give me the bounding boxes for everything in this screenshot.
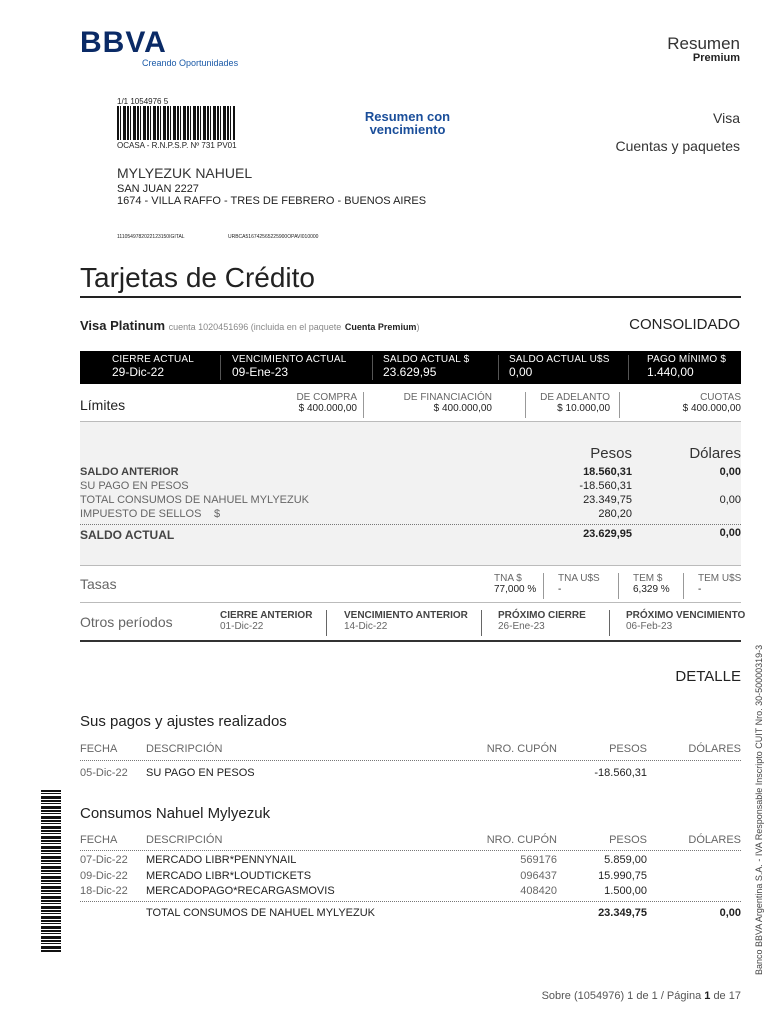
mailing-ref1: 1110549782022123150IGITAL [117, 234, 185, 240]
periods-title: Otros períodos [80, 614, 173, 630]
saldo-actual-label: SALDO ACTUAL [80, 528, 175, 542]
recipient-address1: SAN JUAN 2227 [117, 183, 199, 195]
summary-saldo-pesos: SALDO ACTUAL $ 23.629,95 [383, 354, 470, 379]
limit-financiacion: DE FINANCIACIÓN $ 400.000,00 [403, 392, 492, 414]
mailing-ref2: URBCA516742565225900OPAVI010000 [228, 234, 319, 240]
limit-cuotas: CUOTAS $ 400.000,00 [682, 392, 741, 414]
dotted-divider [80, 760, 741, 761]
dotted-divider [80, 850, 741, 851]
side-barcode [41, 790, 61, 953]
card-line [80, 318, 419, 333]
balance-row-pesos: -18.560,31 [579, 480, 632, 492]
balance-row-currency: $ [214, 508, 221, 520]
rate-tem-pesos: TEM $ 6,329 % [633, 573, 670, 595]
period-proximo-cierre: PRÓXIMO CIERRE 26-Ene-23 [498, 610, 586, 632]
mailing-code-top: 1/1 1054976 5 [117, 97, 169, 106]
col-pesos: PESOS [609, 834, 647, 846]
balance-row-label: TOTAL CONSUMOS DE NAHUEL MYLYEZUK [80, 494, 310, 506]
mailing-barcode [117, 106, 235, 140]
header-package: Cuentas y paquetes [615, 138, 740, 154]
title-rule [80, 296, 741, 298]
table-row-fecha: 09-Dic-22 [80, 870, 128, 882]
header-center: Resumen con vencimiento [364, 109, 451, 137]
header-subtitle: Premium [692, 52, 740, 64]
rates-divider [80, 602, 741, 603]
saldo-actual-dolares: 0,00 [719, 527, 741, 539]
table-row-pesos: -18.560,31 [594, 767, 647, 779]
consolidated-label: CONSOLIDADO [629, 316, 740, 333]
limit-adelanto: DE ADELANTO $ 10.000,00 [540, 392, 610, 414]
col-fecha: FECHA [80, 834, 118, 846]
col-dolares: Dólares [689, 445, 741, 462]
summary-vencimiento: VENCIMIENTO ACTUAL 09-Ene-23 [232, 354, 347, 379]
logo-tagline: Creando Oportunidades [142, 58, 239, 68]
col-descripcion: DESCRIPCIÓN [146, 743, 223, 755]
summary-saldo-dolares: SALDO ACTUAL U$S 0,00 [509, 354, 610, 379]
col-dolares: DÓLARES [688, 834, 741, 846]
legal-side-text: Banco BBVA Argentina S.A. - IVA Responsable Inscripto CUIT Nro. 30-50000319-3 [754, 644, 764, 975]
col-cupon: NRO. CUPÓN [486, 834, 557, 846]
table-row-pesos: 5.859,00 [604, 854, 647, 866]
mailing-code-bottom: OCASA - R.N.P.S.P. Nº 731 PV01 [117, 141, 237, 150]
table-row-fecha: 18-Dic-22 [80, 885, 128, 897]
rate-tna-pesos: TNA $ 77,000 % [494, 573, 537, 595]
card-account: cuenta 1020451696 (incluida en el paquete [168, 322, 342, 332]
table-row-pesos: 15.990,75 [598, 870, 647, 882]
card-package: Cuenta Premium [344, 322, 417, 332]
periods-divider [80, 640, 741, 642]
col-pesos: PESOS [609, 743, 647, 755]
limits-title: Límites [80, 397, 126, 413]
balance-row-label: SU PAGO EN PESOS [80, 480, 189, 492]
recipient-name: MYLYEZUK NAHUEL [117, 165, 253, 181]
limit-compra: DE COMPRA $ 400.000,00 [296, 392, 357, 414]
card-account-end: ) [416, 322, 420, 332]
recipient-address2: 1674 - VILLA RAFFO - TRES DE FEBRERO - BUENOS AIRES [117, 195, 427, 207]
table-row-pesos: 1.500,00 [604, 885, 647, 897]
balance-row-label: SALDO ANTERIOR [80, 466, 179, 478]
bbva-logo: BBVA [80, 26, 167, 59]
period-vencimiento-anterior: VENCIMIENTO ANTERIOR 14-Dic-22 [344, 610, 468, 632]
total-consumos-label: TOTAL CONSUMOS DE NAHUEL MYLYEZUK [146, 907, 376, 919]
rate-tna-dolares: TNA U$S - [558, 573, 600, 595]
table-row-fecha: 05-Dic-22 [80, 767, 128, 779]
card-name: Visa Platinum [80, 318, 166, 333]
header-title: Resumen [667, 34, 740, 53]
period-cierre-anterior: CIERRE ANTERIOR 01-Dic-22 [220, 610, 313, 632]
table-row-desc: MERCADO LIBR*PENNYNAIL [146, 854, 297, 866]
saldo-actual-pesos: 23.629,95 [583, 528, 632, 540]
summary-pago-minimo: PAGO MÍNIMO $ 1.440,00 [647, 354, 727, 379]
balance-row-pesos: 18.560,31 [583, 466, 632, 478]
rates-title: Tasas [80, 576, 117, 592]
summary-cierre: CIERRE ACTUAL 29-Dic-22 [112, 354, 195, 379]
page-title: Tarjetas de Crédito [80, 262, 316, 293]
table-row-fecha: 07-Dic-22 [80, 854, 128, 866]
col-pesos: Pesos [590, 445, 632, 462]
col-cupon: NRO. CUPÓN [486, 743, 557, 755]
table-row-desc: SU PAGO EN PESOS [146, 767, 255, 779]
table-row-cupon: 096437 [520, 870, 557, 882]
col-fecha: FECHA [80, 743, 118, 755]
balance-row-pesos: 280,20 [598, 508, 632, 520]
balance-row-label: IMPUESTO DE SELLOS [80, 508, 202, 520]
rate-tem-dolares: TEM U$S - [698, 573, 742, 595]
balance-row-pesos: 23.349,75 [583, 494, 632, 506]
table-row-desc: MERCADOPAGO*RECARGASMOVIS [146, 885, 335, 897]
col-dolares: DÓLARES [688, 743, 741, 755]
page-footer: Sobre (1054976) 1 de 1 / Página 1 de 17 [541, 990, 741, 1002]
header-product: Visa [713, 110, 740, 126]
total-consumos-pesos: 23.349,75 [598, 907, 647, 919]
table-row-desc: MERCADO LIBR*LOUDTICKETS [146, 870, 312, 882]
dotted-divider [80, 901, 741, 902]
summary-bar [80, 351, 741, 384]
col-descripcion: DESCRIPCIÓN [146, 834, 223, 846]
balance-row-dolares: 0,00 [719, 494, 741, 506]
table-row-cupon: 569176 [520, 854, 557, 866]
consumos-title: Consumos Nahuel Mylyezuk [80, 805, 271, 822]
payments-title: Sus pagos y ajustes realizados [80, 713, 287, 730]
total-consumos-dolares: 0,00 [719, 907, 741, 919]
dotted-divider [80, 524, 741, 525]
table-row-cupon: 408420 [520, 885, 557, 897]
detail-title: DETALLE [675, 668, 741, 685]
period-proximo-vencimiento: PRÓXIMO VENCIMIENTO 06-Feb-23 [626, 610, 746, 632]
balance-row-dolares: 0,00 [719, 466, 741, 478]
